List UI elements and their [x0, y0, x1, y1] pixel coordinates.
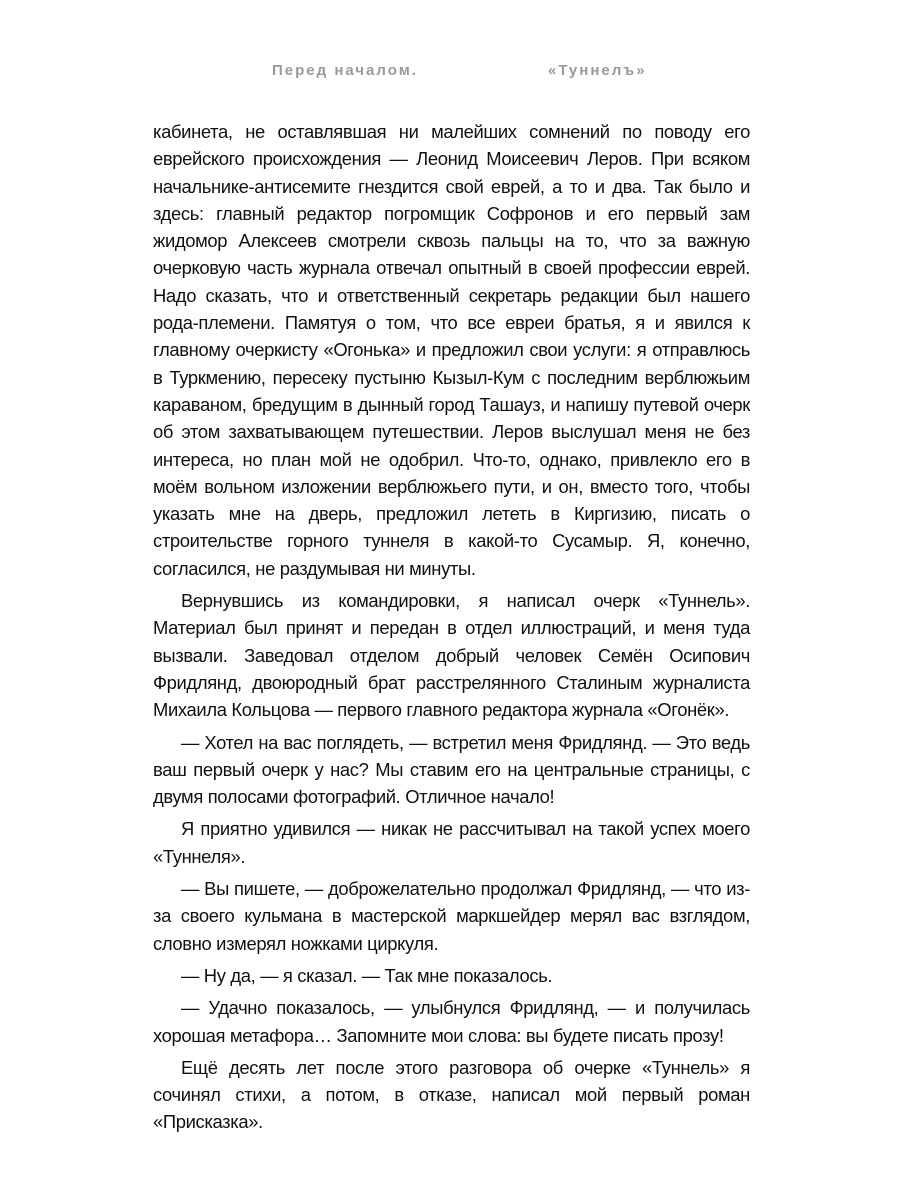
paragraph: Ещё десять лет после этого разговора об очерке «Туннель» я сочинял стихи, а потом, в отказе, написал мой первый роман «Присказка». — [153, 1056, 750, 1133]
running-head-chapter-title: «Туннелъ» — [548, 62, 647, 79]
paragraph-continued: кабинета, не оставлявшая ни малейших сомнений по поводу его еврейского происхождения — Леонид Моисеевич Леров. При всяком начальнике-антисемите гнездится свой еврей, а то и два. Так было и здесь: главный редактор погромщик Софронов и его первый зам жидомор Алексеев смотрели сквозь пальцы на то, что за важную очерковую часть журнала отвечал опытный в своей профессии еврей. Надо сказать, что и ответственный секретарь редакции был нашего рода-племени. Памятуя о том, что все евреи братья, я и явился к главному очеркисту «Огонька» и предложил свои услуги: я отправлюсь в Туркмению, пересеку пустыню Кызыл-Кум с последним верблюжьим караваном, бредущим в дынный город Ташауз, и напишу путевой очерк об этом захватывающем путешествии. Леров выслушал меня не без интереса, но план мой не одобрил. Что-то, однако, привлекло его в моём вольном изложении верблюжьего пути, и он, вместо того, чтобы указать мне на дверь, предложил лететь в Киргизию, писать о строительстве горного туннеля в какой-то Сусамыр. Я, конечно, согласился, не раздумывая ни минуты. — [153, 121, 750, 579]
dialogue-paragraph: — Вы пишете, — доброжелательно продолжал Фридлянд, — что из-за своего кульмана в мастерской маркшейдер мерял вас взглядом, словно измерял ножками циркуля. — [153, 878, 750, 954]
paragraph: Я приятно удивился — никак не рассчитывал на такой успех моего «Туннеля». — [153, 818, 750, 867]
paragraph: Вернувшись из командировки, я написал очерк «Туннель». Материал был принят и передан в отдел иллюстраций, и меня туда вызвали. Заведовал отделом добрый человек Семён Осипович Фридлянд, двоюродный брат расстрелянного Сталиным журналиста Михаила Кольцова — первого главного редактора журнала «Огонёк». — [153, 590, 750, 721]
running-head — [0, 62, 900, 86]
running-head-section-title: Перед началом. — [272, 62, 418, 79]
dialogue-paragraph: — Хотел на вас поглядеть, — встретил меня Фридлянд. — Это ведь ваш первый очерк у нас? Мы ставим его на центральные страницы, с двумя полосами фотографий. Отличное начало! — [153, 731, 750, 808]
dialogue-paragraph: — Удачно показалось, — улыбнулся Фридлянд, — и получилась хорошая метафора… Запомните мои слова: вы будете писать прозу! — [153, 997, 750, 1046]
dialogue-paragraph: — Ну да, — я сказал. — Так мне показалось. — [181, 964, 553, 986]
body-text — [153, 118, 750, 1136]
